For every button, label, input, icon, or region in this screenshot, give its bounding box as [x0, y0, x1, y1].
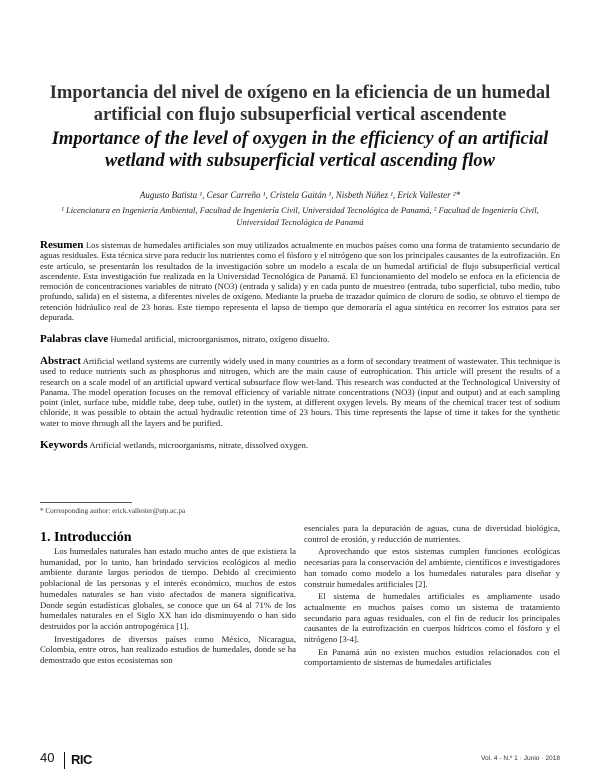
authors: Augusto Batista ¹, Cesar Carreño ¹, Cristela Gaitán ¹, Nisbeth Núñez ¹, Erick Vallester ²* [139, 190, 461, 200]
journal-logo: RIC [71, 752, 92, 767]
page-number: 40 [40, 750, 55, 765]
palabras-clave-section [40, 334, 560, 344]
section-heading-introduccion: 1. Introducción [40, 530, 132, 545]
footnote-divider [40, 502, 132, 503]
left-column [40, 546, 296, 668]
abstract-label: Abstract [40, 355, 81, 367]
abstract-section [40, 356, 560, 428]
right-paragraph-4: En Panamá aún no existen muchos estudios relacionados con el comportamiento de sistemas de humedales artificiales [304, 646, 560, 668]
keywords-text: Artificial wetlands, microorganisms, nitrate, dissolved oxygen. [89, 440, 309, 450]
keywords-section [40, 440, 560, 450]
palabras-clave-label: Palabras clave [40, 333, 109, 345]
title-english: Importance of the level of oxygen in the efficiency of an artificial wetland with subsuperficial vertical ascending flow [51, 129, 549, 171]
left-paragraph-2: Investigadores de diversos países como México, Nicaragua, Colombia, entre otros, han realizado estudios de humedales, donde se ha demostrado que estos ecosistemas son [40, 633, 296, 666]
right-paragraph-2: Aprovechando que estos sistemas cumplen funciones ecológicas necesarias para la conservación del ambiente, científicos e investigadores han tomado como modelo a los humedales naturales para diseñar y construir humedales artificiales [2]. [304, 546, 560, 589]
corresponding-author-footnote: * Corresponding author: erick.vallester@utp.ac.pa [40, 507, 186, 515]
resumen-section [40, 240, 560, 322]
footer-divider [64, 752, 65, 769]
abstract-text: Artificial wetland systems are currently widely used in many countries as a form of secondary treatment of wastewater. This technique is used to reduce nutrients such as phosphorus and nitrogen, which are the main cause of eutrophication. This article will present the results of a research on a scale model of an artificial upward vertical subsurface flow wet-land. This research was conducted at the Technological University of Panama. The model operation focuses on the removal efficiency of variable nitrate concentrations (NO3) (input and output) and at each sampling point (inlet, surface tube, middle tube, deep tube, outlet) in the system, at different oxygen levels. By means of the chemical tracer test of sodium chloride, it was possible to obtain the actual hydraulic retention time of 23 hours. This time represents the lapse of time it takes for the synthetic water to move through all the layers and be purified. [40, 356, 560, 428]
right-column [304, 523, 560, 670]
resumen-label: Resumen [40, 239, 84, 251]
page-footer [0, 748, 600, 776]
title-spanish: Importancia del nivel de oxígeno en la eficiencia de un humedal artificial con flujo subsuperficial vertical ascendente [49, 83, 551, 125]
affiliations: ¹ Licenciatura en Ingeniería Ambiental, Facultad de Ingeniería Civil, Universidad Tecnológica de Panamá, ² Facultad de Ingeniería Civil, Universidad Tecnológica de Panamá [61, 205, 539, 227]
left-paragraph-1: Los humedales naturales han estado mucho antes de que existiera la humanidad, por lo tanto, han brindado servicios ecológicos al medio ambiente durante largos periodos de tiempo. Debido al crecimiento poblacional de las personas y el interés económico, muchos de estos humedales naturales se han visto afectados de manera significativa. Donde según estadísticas globales, se conoce que un 64 al 71% de los humedales naturales en el Siglo XX han ido disminuyendo o han sido destruidos por la acción antropogénica [1]. [40, 546, 296, 631]
keywords-label: Keywords [40, 439, 88, 451]
right-paragraph-1: esenciales para la depuración de aguas, cuna de diversidad biológica, control de erosión, y reducción de nutrientes. [304, 523, 560, 544]
right-paragraph-3: El sistema de humedales artificiales es ampliamente usado actualmente en muchos países como un sistema de tratamiento secundario para aguas residuales, con el fin de reducir los principales causantes de la eutrofización en cuerpos hídricos como el fósforo y el nitrógeno [3-4]. [304, 591, 560, 645]
palabras-clave-text: Humedal artificial, microorganismos, nitrato, oxígeno disuelto. [110, 334, 330, 344]
journal-issue-info: Vol. 4 - N.º 1 · Junio · 2018 [480, 755, 560, 762]
resumen-text: Los sistemas de humedales artificiales son muy utilizados actualmente en muchos países como una forma de tratamiento secundario de aguas residuales. Esta técnica sirve para reducir los nutrientes como el fósforo y el nitrógeno que son los principales causantes de la eutrofización. En este artículo, se presentarán los resultados de la investigación sobre un modelo a escala de un humedal artificial de flujo subsuperficial vertical ascendente. Esta investigación fue realizada en la Universidad Tecnológica de Panamá. El funcionamiento del modelo se enfoca en la eficiencia de remoción de concentraciones variables de nitrato (NO3) (entrada y salida) y en cada punto de muestreo (entrada, tubo superficial, tubo medio, tubo profundo, salida) en el sistema, a diferentes niveles de oxígeno. Mediante la prueba de trazador químico de cloruro de sodio, se obtuvo el tiempo de retención hidráulico real de 23 horas. Este tiempo representa el lapso de tiempo que demoraría el agua sintética en recorrer los estratos para ser depurada. [40, 240, 560, 323]
